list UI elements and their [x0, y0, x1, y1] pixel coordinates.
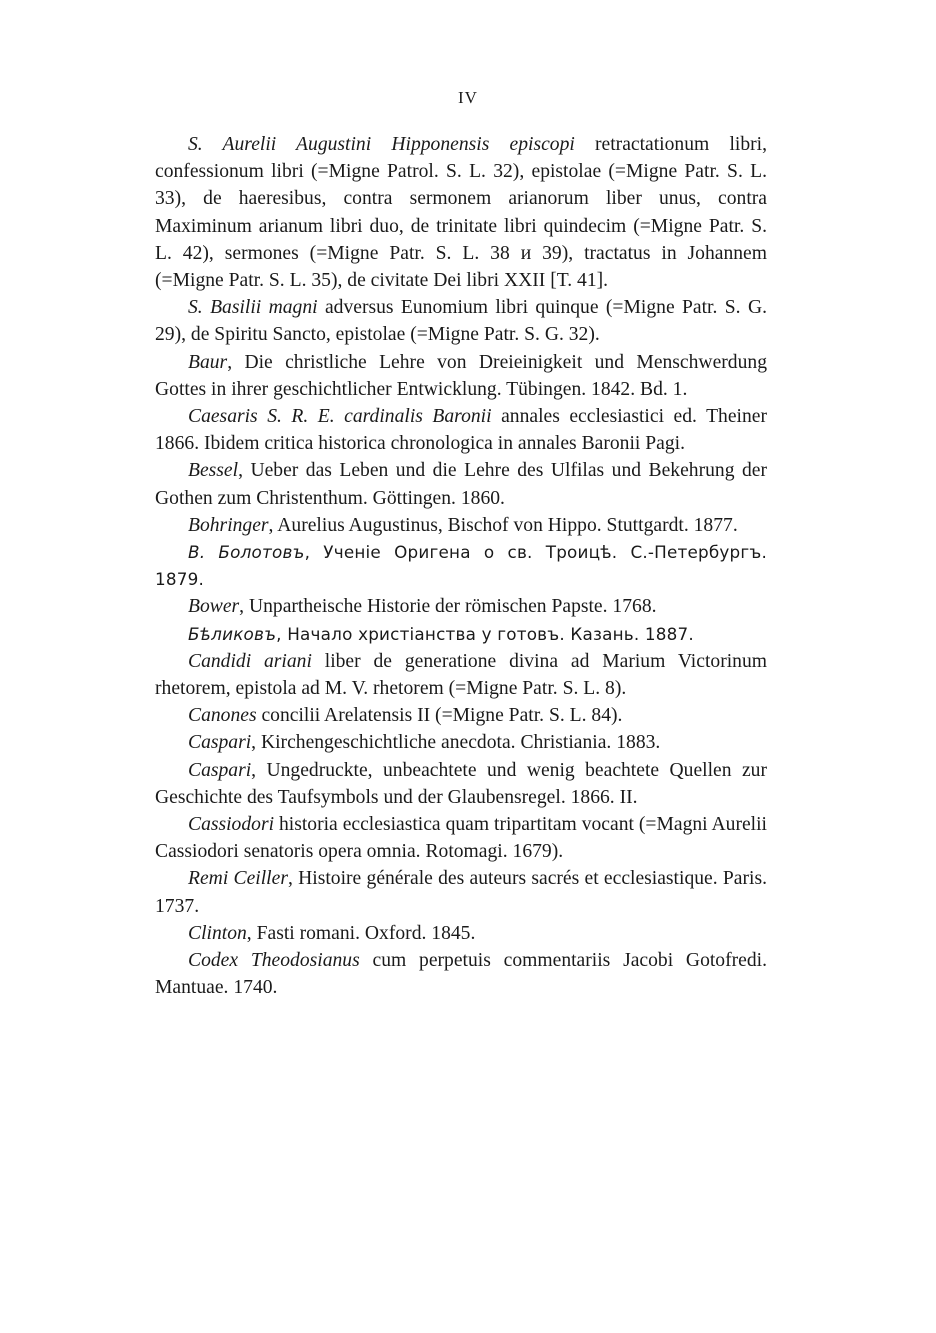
entry-author: Cassiodori	[188, 814, 275, 836]
entry-text: concilii Arelatensis II (=Migne Patr. S. L. 84).	[256, 705, 623, 727]
bibliography-entry	[155, 131, 767, 294]
entry-author: Bessel	[188, 460, 239, 482]
entry-author: S. Basilii magni	[188, 297, 318, 319]
page-number: IV	[458, 88, 478, 107]
entry-text: , Aurelius Augustinus, Bischof von Hippo. Stuttgardt. 1877.	[268, 514, 738, 536]
bibliography-entry	[155, 648, 767, 702]
bibliography-entry	[155, 865, 767, 919]
bibliography-entry	[155, 621, 767, 648]
entry-text: adversus Eunomium libri quinque (=Migne Patr. S. G. 29), de Spiritu Sancto, epistolae (=Migne Patr. S. G. 32).	[155, 297, 767, 346]
entry-author: Canones	[188, 705, 257, 727]
bibliography-entry	[155, 729, 767, 756]
bibliography-entry	[155, 294, 767, 348]
bibliography-entry	[155, 349, 767, 403]
entry-author: Caspari	[188, 759, 252, 781]
entry-text: , Die christliche Lehre von Dreieinigkeit und Menschwerdung Gottes in ihrer geschichtlicher Entwicklung. Tübingen. 1842. Bd. 1.	[155, 351, 767, 400]
bibliography-entry	[155, 403, 767, 457]
entry-author: Codex Theodosianus	[188, 950, 360, 972]
entry-text: , Histoire générale des auteurs sacrés et ecclesiastique. Paris. 1737.	[155, 868, 767, 917]
entry-text: , Начало христіанства у готовъ. Казань. 1887.	[276, 623, 694, 644]
entry-text: annales ecclesiastici ed. Theiner 1866. Ibidem critica historica chronologica in annales Baronii Pagi.	[155, 406, 768, 455]
bibliography-entry	[155, 593, 767, 620]
entry-text: , Unpartheische Historie der römischen Papste. 1768.	[239, 596, 657, 618]
bibliography-entry	[155, 702, 767, 729]
bibliography-entry	[155, 539, 767, 593]
entry-author: Baur	[188, 351, 228, 373]
entry-text: cum perpetuis commentariis Jacobi Gotofredi. Mantuae. 1740.	[155, 950, 767, 999]
entry-author: В. Болотовъ	[188, 542, 305, 563]
entry-author: Remi Ceiller	[188, 868, 288, 890]
entry-text: historia ecclesiastica quam tripartitam vocant (=Magni Aurelii Cassiodori senatoris opera omnia. Rotomagi. 1679).	[155, 814, 767, 863]
entry-author: Clinton	[188, 922, 247, 944]
bibliography-list	[155, 131, 767, 1002]
bibliography-entry	[155, 512, 767, 539]
entry-text: retractationum libri, confessionum libri (=Migne Patrol. S. L. 32), epistolae (=Migne Patr. S. L. 33), de haeresibus, contra sermonem arianorum liber unus, contra Maximinum arianum libri duo, de trinitate libri quindecim (=Migne Patr. S. L. 42), sermones (=Migne Patr. S. L. 38 и 39), tractatus in Johannem (=Migne Patr. S. L. 35), de civitate Dei libri XXII [T. 41].	[155, 134, 768, 292]
bibliography-entry	[155, 920, 767, 947]
entry-text: , Ueber das Leben und die Lehre des Ulfilas und Bekehrung der Gothen zum Christenthum. Göttingen. 1860.	[155, 460, 767, 509]
entry-author: Caesaris S. R. E. cardinalis Baronii	[188, 406, 492, 428]
bibliography-entry	[155, 947, 767, 1001]
entry-text: , Kirchengeschichtliche anecdota. Christiania. 1883.	[251, 732, 661, 754]
bibliography-entry	[155, 457, 767, 511]
entry-author: Caspari	[188, 732, 252, 754]
entry-author: Candidi ariani	[188, 650, 312, 672]
bibliography-entry	[155, 811, 767, 865]
entry-text: , Ungedruckte, unbeachtete und wenig beachtete Quellen zur Geschichte des Taufsymbols und der Glaubensregel. 1866. II.	[155, 759, 767, 808]
entry-text: , Fasti romani. Oxford. 1845.	[246, 922, 476, 944]
entry-author: Bower	[188, 596, 240, 618]
entry-author: S. Aurelii Augustini Hipponensis episcopi	[188, 134, 575, 155]
entry-text: , Ученіе Оригена о св. Троицѣ. С.-Петербургъ. 1879.	[155, 542, 767, 590]
entry-author: Bohringer	[188, 514, 269, 536]
bibliography-entry	[155, 757, 767, 811]
entry-author: Бѣликовъ	[188, 623, 277, 644]
entry-text: liber de generatione divina ad Marium Victorinum rhetorem, epistola ad M. V. rhetorem (=Migne Patr. S. L. 8).	[155, 650, 767, 700]
